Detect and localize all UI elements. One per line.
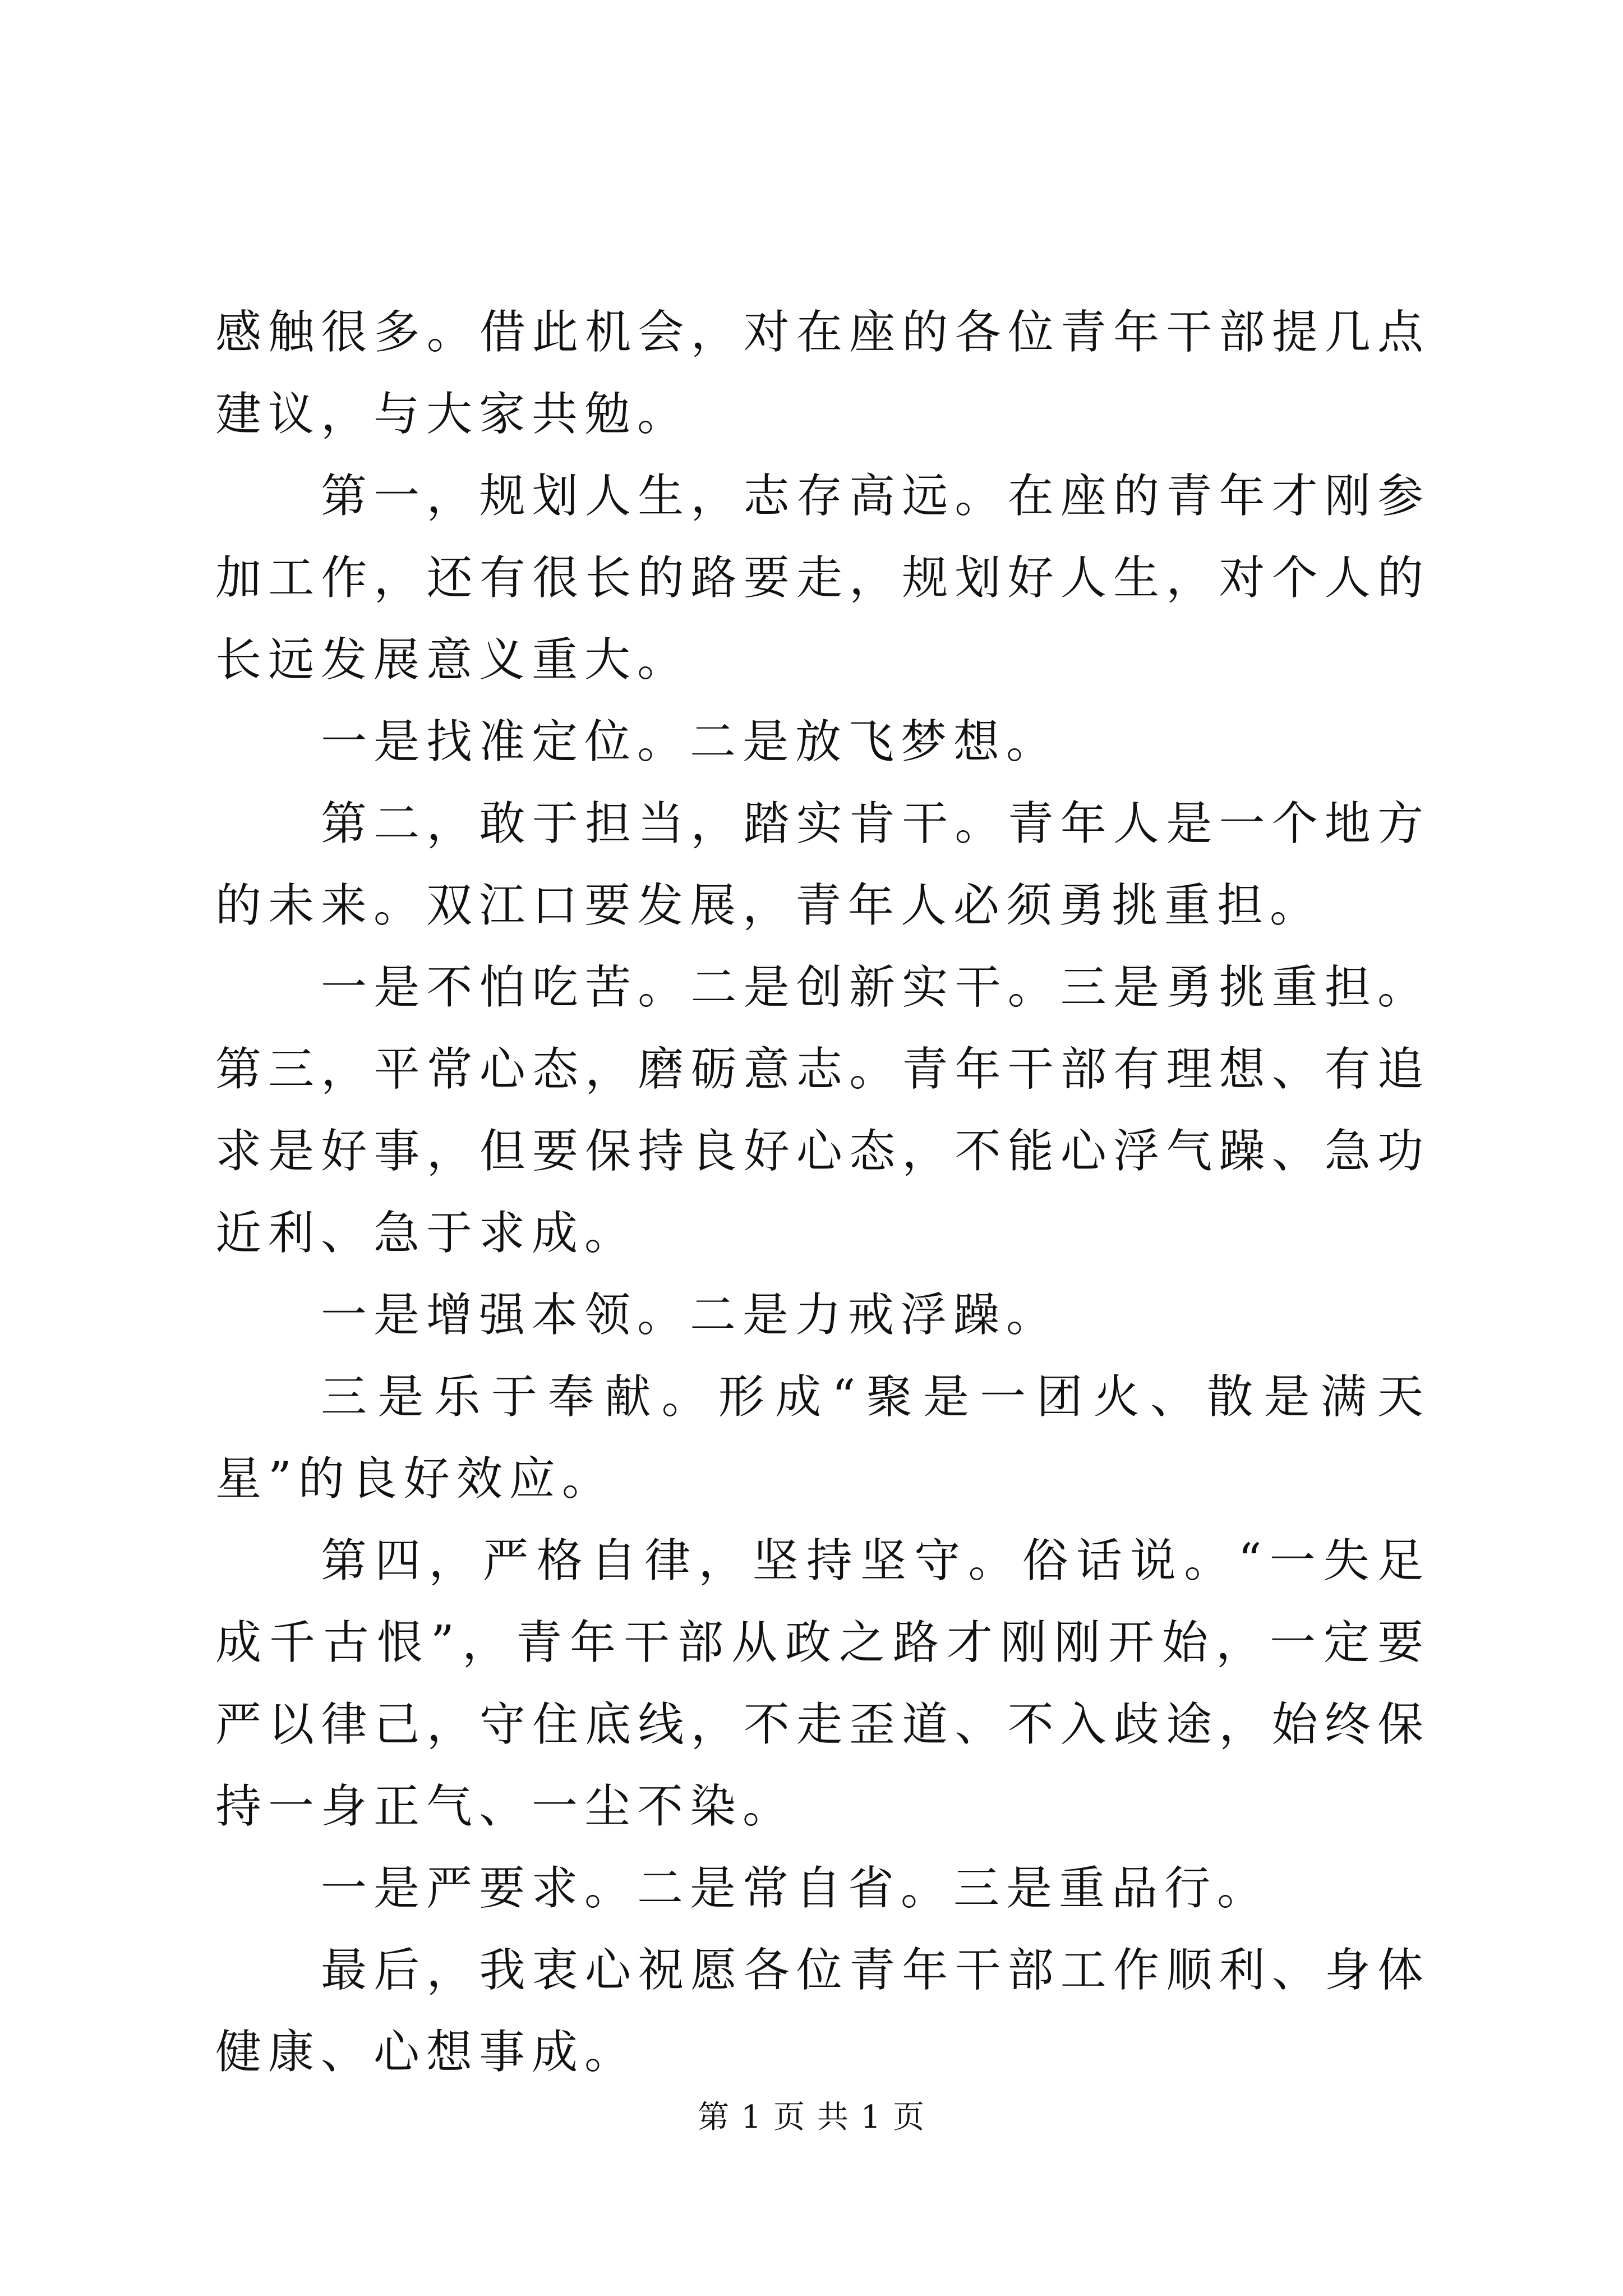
paragraph: 一是找准定位。二是放飞梦想。 <box>321 715 1059 769</box>
paragraph: 一是增强本领。二是力戒浮躁。 <box>321 1289 1059 1342</box>
paragraph: 三是乐于奉献。形成“聚是一团火、散是满天星”的良好效应。 <box>215 1370 1430 1506</box>
paragraph: 一是严要求。二是常自省。三是重品行。 <box>321 1862 1270 1915</box>
page-number-label: 第 1 页 共 1 页 <box>697 2099 926 2136</box>
paragraph: 第二，敢于担当，踏实肯干。青年人是一个地方的未来。双江口要发展，青年人必须勇挑重担。 <box>215 797 1430 932</box>
paragraph: 感触很多。借此机会，对在座的各位青年干部提几点建议，与大家共勉。 <box>215 306 1430 441</box>
paragraph: 一是不怕吃苦。二是创新实干。三是勇挑重担。第三，平常心态，磨砺意志。青年干部有理想、有追求是好事，但要保持良好心态，不能心浮气躁、急功近利、急于求成。 <box>215 961 1430 1260</box>
page-footer <box>0 2098 1623 2137</box>
paragraph: 第一，规划人生，志存高远。在座的青年才刚参加工作，还有很长的路要走，规划好人生，对个人的长远发展意义重大。 <box>215 470 1430 687</box>
paragraph: 第四，严格自律，坚持坚守。俗话说。“一失足成千古恨”，青年干部从政之路才刚刚开始，一定要严以律己，守住底线，不走歪道、不入歧途，始终保持一身正气、一尘不染。 <box>215 1534 1430 1833</box>
document-body <box>215 292 1430 2093</box>
paragraph: 最后，我衷心祝愿各位青年干部工作顺利、身体健康、心想事成。 <box>215 1944 1430 2079</box>
